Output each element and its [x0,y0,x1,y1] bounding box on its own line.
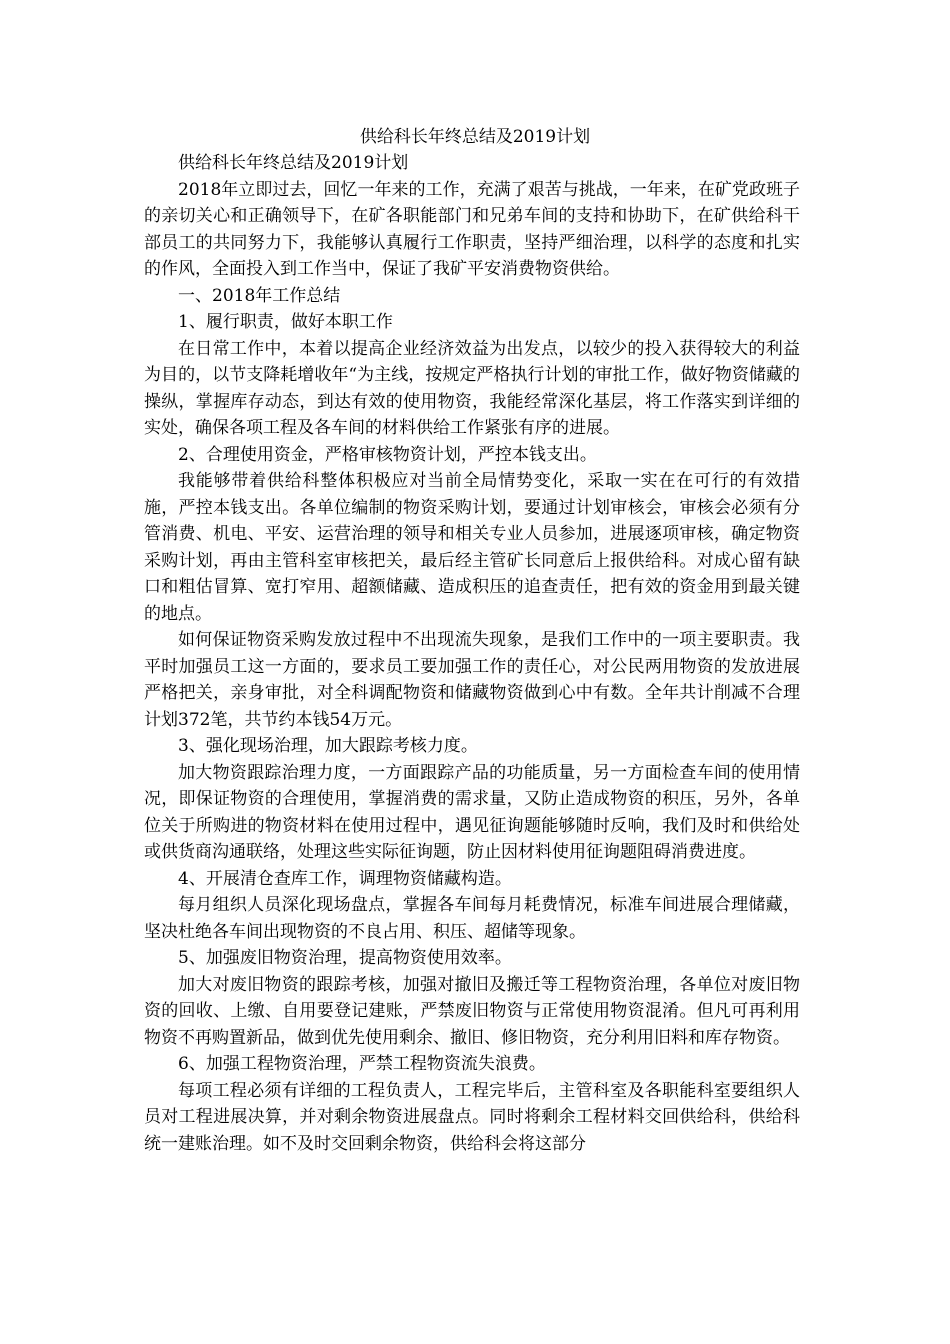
paragraph-subtitle: 供给科长年终总结及2019计划 [178,153,409,173]
item-body-3: 加大物资跟踪治理力度，一方面跟踪产品的功能质量，另一方面检查车间的使用情况，即保证物资的合理使用，掌握消费的需求量，又防止造成物资的积压，另外，各单位关于所购进的物资材料在使用过程中，遇见征询题能够随时反响，我们及时和供给处或供货商沟通联络，处理这些实际征询题，防止因材料使用征询题阻碍消费进度。 [144,762,800,862]
item-body-2a: 我能够带着供给科整体积极应对当前全局情势变化，采取一实在在可行的有效措施，严控本钱支出。各单位编制的物资采购计划，要通过计划审核会，审核会必须有分管消费、机电、平安、运营治理的领导和相关专业人员参加，进展逐项审核，确定物资采购计划，再由主管科室审核把关，最后经主管矿长同意后上报供给科。对成心留有缺口和粗估冒算、宽打窄用、超额储藏、造成积压的追查责任，把有效的资金用到最关键的地点。 [144,471,800,624]
document-body [144,150,800,1157]
document-title: 供给科长年终总结及2019计划 [359,127,591,147]
item-body-5: 加大对废旧物资的跟踪考核，加强对撤旧及搬迁等工程物资治理，各单位对废旧物资的回收、上缴、自用要登记建账，严禁废旧物资与正常使用物资混淆。但凡可再利用物资不再购置新品，做到优先使用剩余、撤旧、修旧物资，充分利用旧料和库存物资。 [144,974,800,1048]
item-body-4: 每月组织人员深化现场盘点，掌握各车间每月耗费情况，标准车间进展合理储藏，坚决杜绝各车间出现物资的不良占用、积压、超储等现象。 [144,895,800,942]
item-heading-4: 4、开展清仓查库工作，调理物资储藏构造。 [178,868,512,889]
item-body-2b: 如何保证物资采购发放过程中不出现流失现象，是我们工作中的一项主要职责。我平时加强员工这一方面的，要求员工要加强工作的责任心，对公民两用物资的发放进展严格把关，亲身审批，对全科调配物资和储藏物资做到心中有数。全年共计削减不合理计划372笔，共节约本钱54万元。 [144,630,800,730]
paragraph-intro: 2018年立即过去，回忆一年来的工作，充满了艰苦与挑战，一年来，在矿党政班子的亲切关心和正确领导下，在矿各职能部门和兄弟车间的支持和协助下，在矿供给科干部员工的共同努力下，我能够认真履行工作职责，坚持严细治理，以科学的态度和扎实的作风，全面投入到工作当中，保证了我矿平安消费物资供给。 [144,179,800,279]
item-heading-2: 2、合理使用资金，严格审核物资计划，严控本钱支出。 [178,444,597,465]
item-heading-3: 3、强化现场治理，加大跟踪考核力度。 [178,736,478,756]
item-heading-5: 5、加强废旧物资治理，提高物资使用效率。 [178,948,512,968]
item-heading-1: 1、履行职责，做好本职工作 [178,312,393,332]
item-body-6: 每项工程必须有详细的工程负责人，工程完毕后，主管科室及各职能科室要组织人员对工程进展决算，并对剩余物资进展盘点。同时将剩余工程材料交回供给科，供给科统一建账治理。如不及时交回剩余物资，供给科会将这部分 [144,1080,800,1154]
item-body-1: 在日常工作中，本着以提高企业经济效益为出发点，以较少的投入获得较大的利益为目的，以节支降耗增收年“为主线，按规定严格执行计划的审批工作，做好物资储藏的操纵，掌握库存动态，到达有效的使用物资，我能经常深化基层，将工作落实到详细的实处，确保各项工程及各车间的材料供给工作紧张有序的进展。 [144,338,800,438]
section-heading-summary: 一、2018年工作总结 [178,285,341,306]
item-heading-6: 6、加强工程物资治理，严禁工程物资流失浪费。 [178,1054,546,1074]
